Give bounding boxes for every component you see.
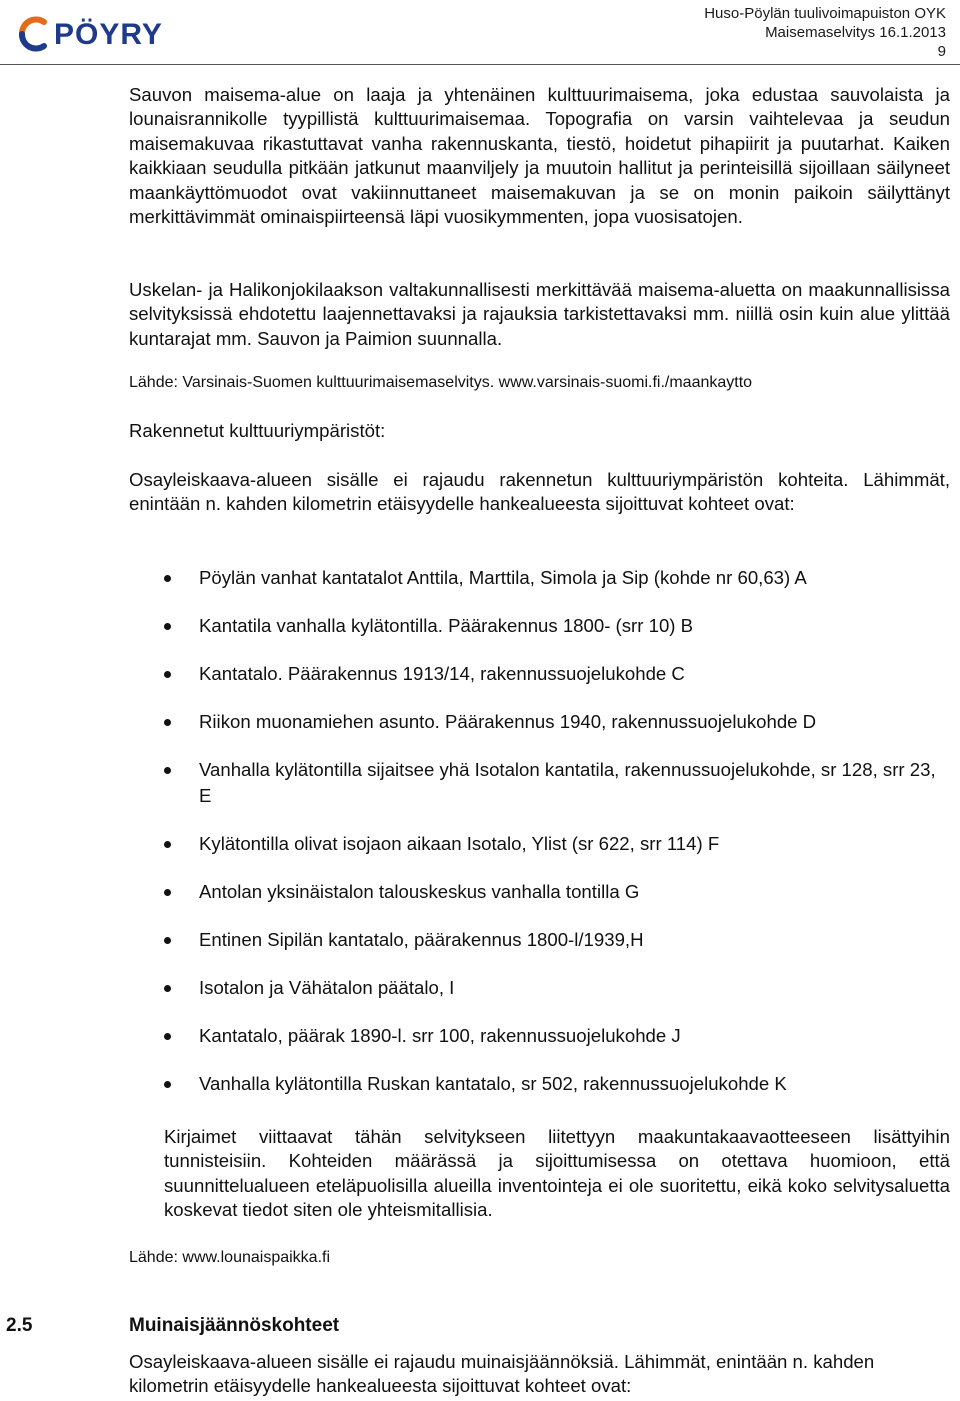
list-item: Antolan yksinäistalon talouskeskus vanhalla tontilla G	[129, 879, 950, 905]
poyry-logo	[14, 10, 204, 60]
paragraph-antiquities: Osayleiskaava-alueen sisälle ei rajaudu muinaisjäännöksiä. Lähimmät, enintään n. kahden kilometrin etäisyydelle hankealueesta sijoittuvat kohteet ovat:	[129, 1351, 875, 1397]
list-item: Vanhalla kylätontilla sijaitsee yhä Isotalon kantatila, rakennussuojelukohde, sr 128, srr 23, E	[129, 757, 950, 809]
bullet-icon	[164, 671, 171, 678]
bullet-icon	[164, 1033, 171, 1040]
paragraph-letters-note: Kirjaimet viittaavat tähän selvitykseen liitettyyn maakuntakaavaotteeseen lisättyihin tunnisteisiin. Kohteiden määrässä ja sijoittumisessa on otettava huomioon, että suunnittelualueen eteläpuolisilla alueilla inventointeja ei ole suoritettu, eikä koko selvitysaluetta koskevat tiedot siten ole yhteismitallisia.	[164, 1126, 950, 1221]
source-reference-1: Lähde: Varsinais-Suomen kulttuurimaisemaselvitys. www.varsinais-suomi.fi./maankaytto	[129, 374, 753, 391]
document-date: Maisemaselvitys 16.1.2013	[765, 24, 946, 41]
page-number: 9	[937, 43, 946, 60]
list-item: Kantatalo. Päärakennus 1913/14, rakennussuojelukohde C	[129, 661, 950, 687]
section-title: Muinaisjäännöskohteet	[129, 1315, 340, 1336]
list-item: Pöylän vanhat kantatalot Anttila, Marttila, Simola ja Sip (kohde nr 60,63) A	[129, 565, 950, 591]
bullet-icon	[164, 937, 171, 944]
header-divider	[0, 64, 960, 65]
page-header	[704, 4, 946, 61]
bullet-icon	[164, 889, 171, 896]
list-item: Kantatila vanhalla kylätontilla. Päärakennus 1800- (srr 10) B	[129, 613, 950, 639]
bullet-icon	[164, 985, 171, 992]
project-title: Huso-Pöylän tuulivoimapuiston OYK	[704, 5, 946, 22]
paragraph-sauvo: Sauvon maisema-alue on laaja ja yhtenäinen kulttuurimaisema, joka edustaa sauvolaista ja lounaisrannikolle tyypillistä kulttuurimaisemaa. Topografia on varsin vaihtelevaa ja seudun maisemakuvaa rikastuttavat vanha rakennuskanta, tiestö, hoidetut pihapiirit ja puutarhat. Kaiken kaikkiaan seudulla pitkään jatkunut maanviljely ja muutoin hallitut ja perinteisillä sijoillaan säilyneet maankäyttömuodot ovat vakiinnuttaneet maisemakuvan ja se on monin paikoin säilyttänyt merkittävimmät ominaispiirteensä läpi vuosikymmenten, jopa vuosisatojen.	[129, 84, 950, 228]
bullet-icon	[164, 841, 171, 848]
list-item: Kantatalo, päärak 1890-l. srr 100, rakennussuojelukohde J	[129, 1023, 950, 1049]
list-item: Riikon muonamiehen asunto. Päärakennus 1940, rakennussuojelukohde D	[129, 709, 950, 735]
bullet-icon	[164, 1081, 171, 1088]
subheading-built-environment: Rakennetut kulttuuriympäristöt:	[129, 420, 386, 441]
logo-wordmark: PÖYRY	[54, 18, 163, 51]
paragraph-built-sites: Osayleiskaava-alueen sisälle ei rajaudu rakennetun kulttuuriympäristön kohteita. Lähimmät, enintään n. kahden kilometrin etäisyydelle hankealueesta sijoittuvat kohteet ovat:	[129, 469, 950, 515]
bullet-icon	[164, 623, 171, 630]
list-item: Kylätontilla olivat isojaon aikaan Isotalo, Ylist (sr 622, srr 114) F	[129, 831, 950, 857]
section-number: 2.5	[6, 1315, 33, 1336]
list-item: Vanhalla kylätontilla Ruskan kantatalo, sr 502, rakennussuojelukohde K	[129, 1071, 950, 1097]
list-item: Isotalon ja Vähätalon päätalo, I	[129, 975, 950, 1001]
site-list	[129, 565, 950, 1097]
list-item: Entinen Sipilän kantatalo, päärakennus 1800-l/1939,H	[129, 927, 950, 953]
logo-mark-icon	[22, 19, 44, 48]
bullet-icon	[164, 575, 171, 582]
bullet-icon	[164, 719, 171, 726]
paragraph-uskela: Uskelan- ja Halikonjokilaakson valtakunnallisesti merkittävää maisema-aluetta on maakunnallisissa selvityksissä ehdotettu laajennettavaksi ja rajauksia tarkistettavaksi mm. niillä osin kuin alue ylittää kuntarajat mm. Sauvon ja Paimion suunnalla.	[129, 279, 950, 349]
source-reference-2: Lähde: www.lounaispaikka.fi	[129, 1249, 331, 1266]
bullet-icon	[164, 767, 171, 774]
